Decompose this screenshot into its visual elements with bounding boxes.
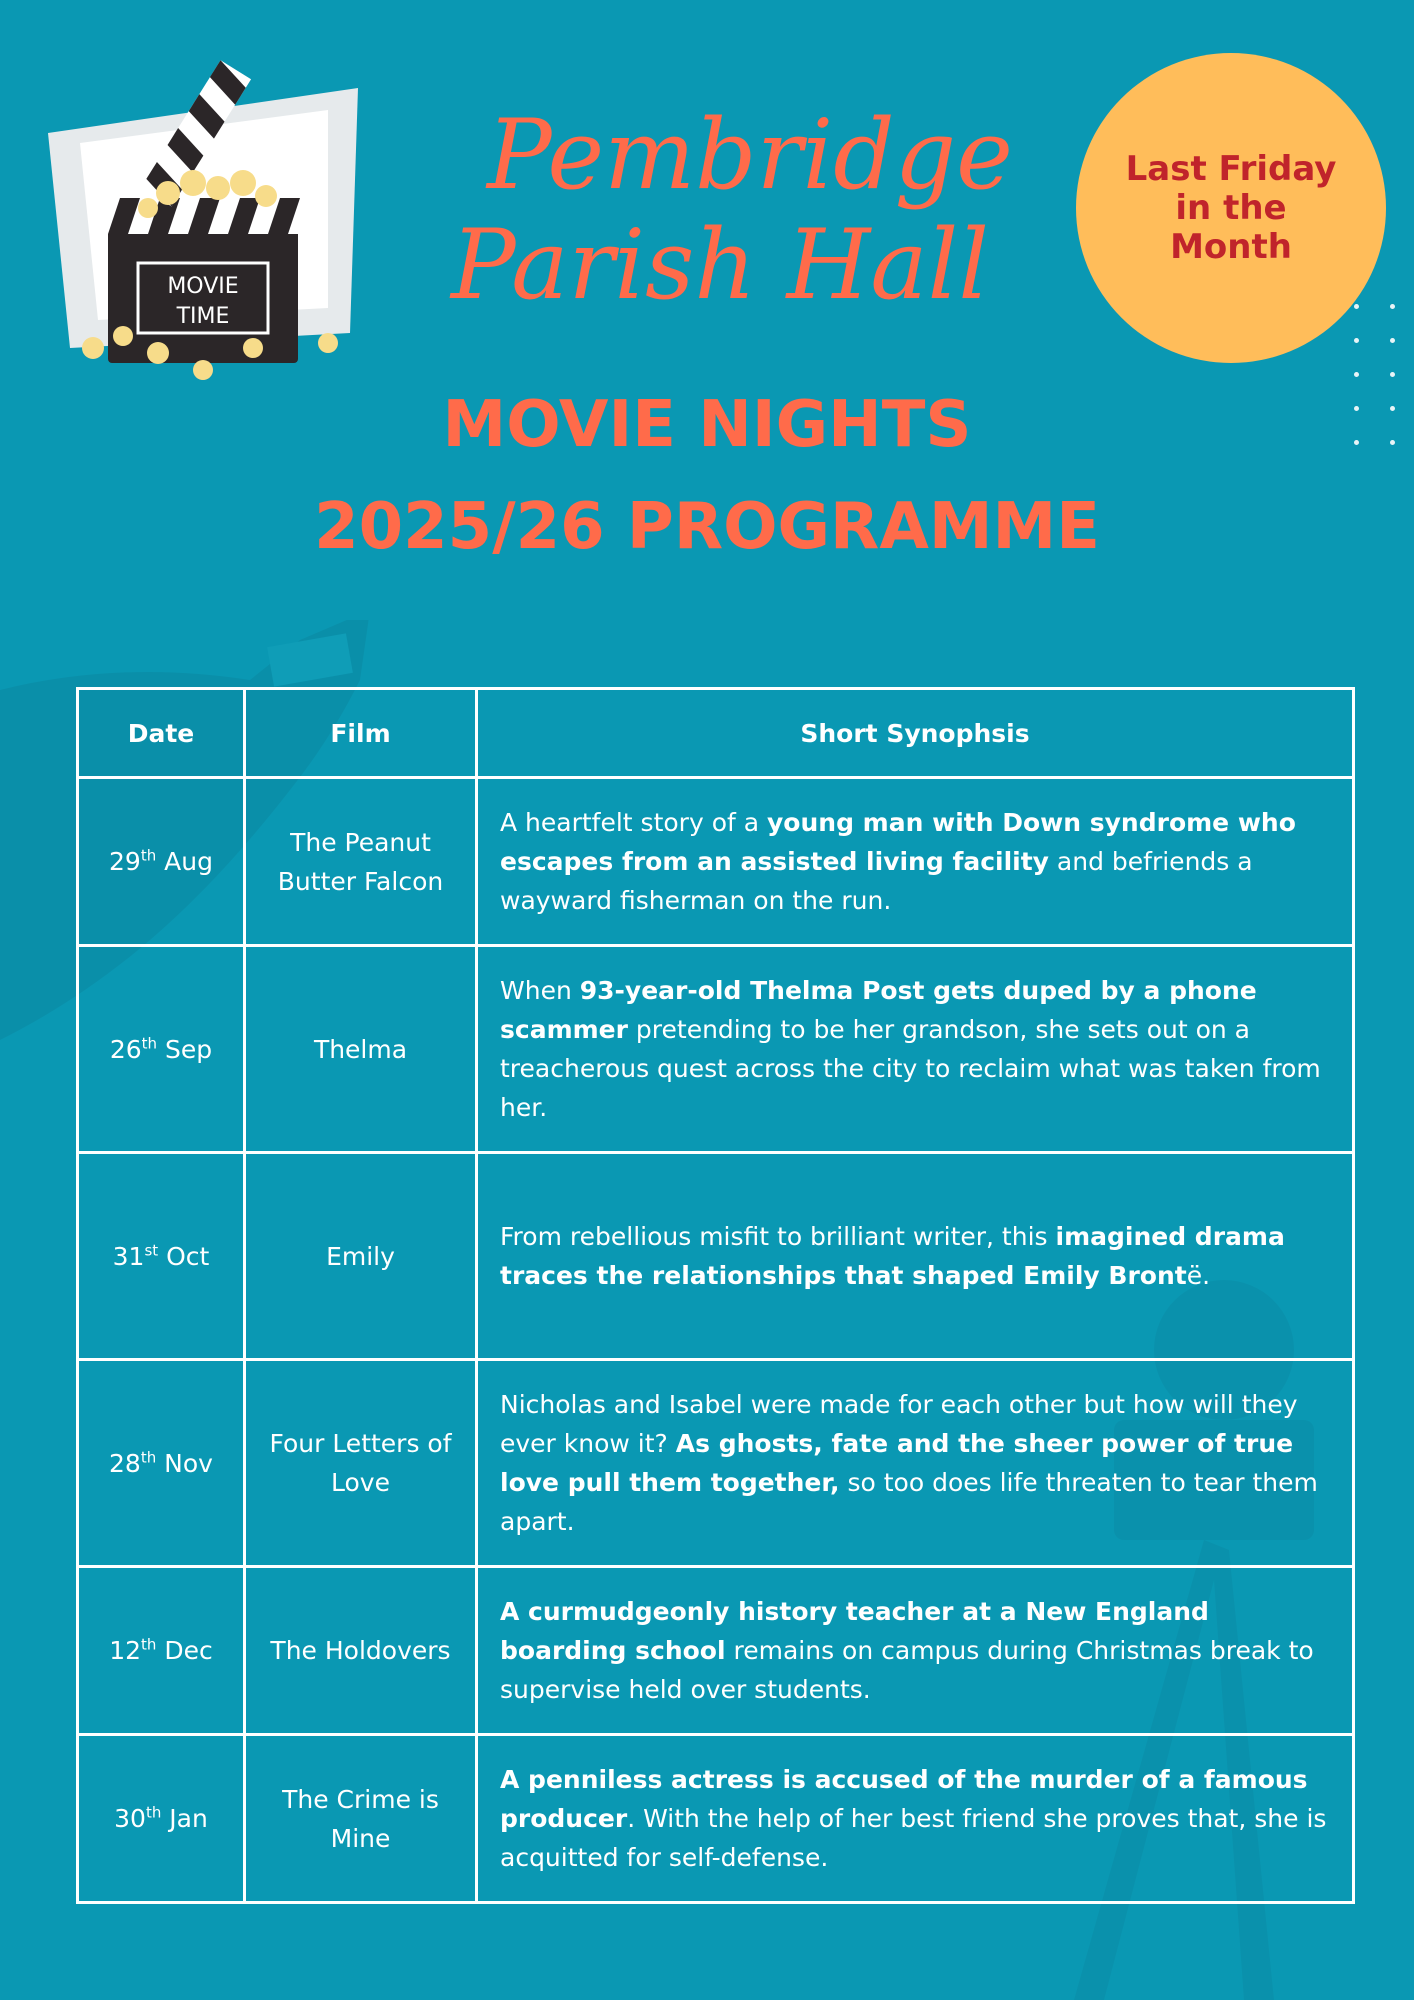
schedule-badge xyxy=(1076,53,1386,363)
synopsis-text: and befriends a wayward fisherman on the run. xyxy=(500,847,1253,915)
date-day: 30 xyxy=(114,1804,146,1833)
synopsis-text: remains on campus during Christmas break to supervise held over students. xyxy=(500,1636,1314,1704)
header-synopsis: Short Synophsis xyxy=(477,689,1354,778)
synopsis-text: ë. xyxy=(1186,1261,1211,1290)
film-title: Thelma xyxy=(245,946,477,1153)
table-header-row xyxy=(78,689,1354,778)
movie-clapperboard-icon xyxy=(28,48,378,398)
date-cell xyxy=(78,1360,245,1567)
venue-script-title xyxy=(420,88,1060,348)
headline-movie-nights: MOVIE NIGHTS xyxy=(442,388,972,462)
table-row xyxy=(78,1360,1354,1567)
venue-title-line1: Pembridge xyxy=(487,99,1013,211)
badge-text: Last Friday in the Month xyxy=(1125,148,1337,267)
date-cell xyxy=(78,1735,245,1903)
synopsis-text: A heartfelt story of a xyxy=(500,808,768,837)
film-title: Emily xyxy=(245,1153,477,1360)
date-month: Oct xyxy=(166,1241,210,1271)
date-month: Sep xyxy=(165,1034,213,1064)
synopsis-highlight: A penniless actress is accused of the murder of a famous producer xyxy=(500,1765,1308,1833)
synopsis-cell xyxy=(477,946,1354,1153)
headline-programme: 2025/26 PROGRAMME xyxy=(314,490,1100,564)
synopsis-highlight: As ghosts, fate and the sheer power of true love pull them together, xyxy=(500,1429,1294,1497)
synopsis-cell xyxy=(477,778,1354,946)
date-cell xyxy=(78,778,245,946)
date-cell xyxy=(78,946,245,1153)
venue-title-line2: Parish Hall xyxy=(450,209,990,321)
header-date: Date xyxy=(78,689,245,778)
film-title: The Crime is Mine xyxy=(245,1735,477,1903)
synopsis-highlight: young man with Down syndrome who escapes from an assisted living facility xyxy=(500,808,1296,876)
date-cell xyxy=(78,1153,245,1360)
synopsis-text: From rebellious misfit to brilliant writer, this xyxy=(500,1222,1056,1251)
date-month: Aug xyxy=(164,847,213,876)
table-row xyxy=(78,946,1354,1153)
synopsis-text: When xyxy=(500,976,580,1005)
synopsis-cell xyxy=(477,1735,1354,1903)
date-month: Jan xyxy=(169,1804,208,1833)
date-day: 29 xyxy=(109,847,141,876)
date-suffix: st xyxy=(144,1241,159,1260)
programme-table xyxy=(76,687,1355,1904)
synopsis-highlight: 93-year-old Thelma Post gets duped by a phone scammer xyxy=(500,976,1257,1044)
date-cell xyxy=(78,1567,245,1735)
synopsis-text: so too does life threaten to tear them apart. xyxy=(500,1468,1318,1536)
date-suffix: th xyxy=(141,1635,157,1654)
date-suffix: th xyxy=(141,1034,158,1053)
header-film: Film xyxy=(245,689,477,778)
date-day: 12 xyxy=(109,1636,142,1665)
synopsis-highlight: A curmudgeonly history teacher at a New England boarding school xyxy=(500,1597,1209,1665)
table-row xyxy=(78,1567,1354,1735)
date-suffix: th xyxy=(140,846,157,865)
date-day: 31 xyxy=(112,1241,145,1271)
table-row xyxy=(78,1153,1354,1360)
clapper-text-line1: MOVIE xyxy=(167,274,239,299)
table-row xyxy=(78,778,1354,946)
date-month: Dec xyxy=(164,1636,213,1665)
date-day: 26 xyxy=(109,1034,142,1064)
synopsis-text: Nicholas and Isabel were made for each other but how will they ever know it? xyxy=(500,1390,1298,1458)
date-suffix: th xyxy=(145,1803,162,1822)
synopsis-cell xyxy=(477,1153,1354,1360)
film-title: The Holdovers xyxy=(245,1567,477,1735)
date-day: 28 xyxy=(109,1448,141,1478)
synopsis-cell xyxy=(477,1567,1354,1735)
clapper-text-line2: TIME xyxy=(176,304,230,329)
date-month: Nov xyxy=(164,1448,213,1478)
synopsis-highlight: imagined drama traces the relationships that shaped Emily Bront xyxy=(500,1222,1285,1290)
synopsis-text: pretending to be her grandson, she sets out on a treacherous quest across the city to reclaim what was taken from her. xyxy=(500,1015,1321,1122)
synopsis-text: . With the help of her best friend she proves that, she is acquitted for self-defense. xyxy=(500,1804,1327,1872)
date-suffix: th xyxy=(140,1448,157,1467)
film-title: The Peanut Butter Falcon xyxy=(245,778,477,946)
table-row xyxy=(78,1735,1354,1903)
film-title: Four Letters of Love xyxy=(245,1360,477,1567)
synopsis-cell xyxy=(477,1360,1354,1567)
